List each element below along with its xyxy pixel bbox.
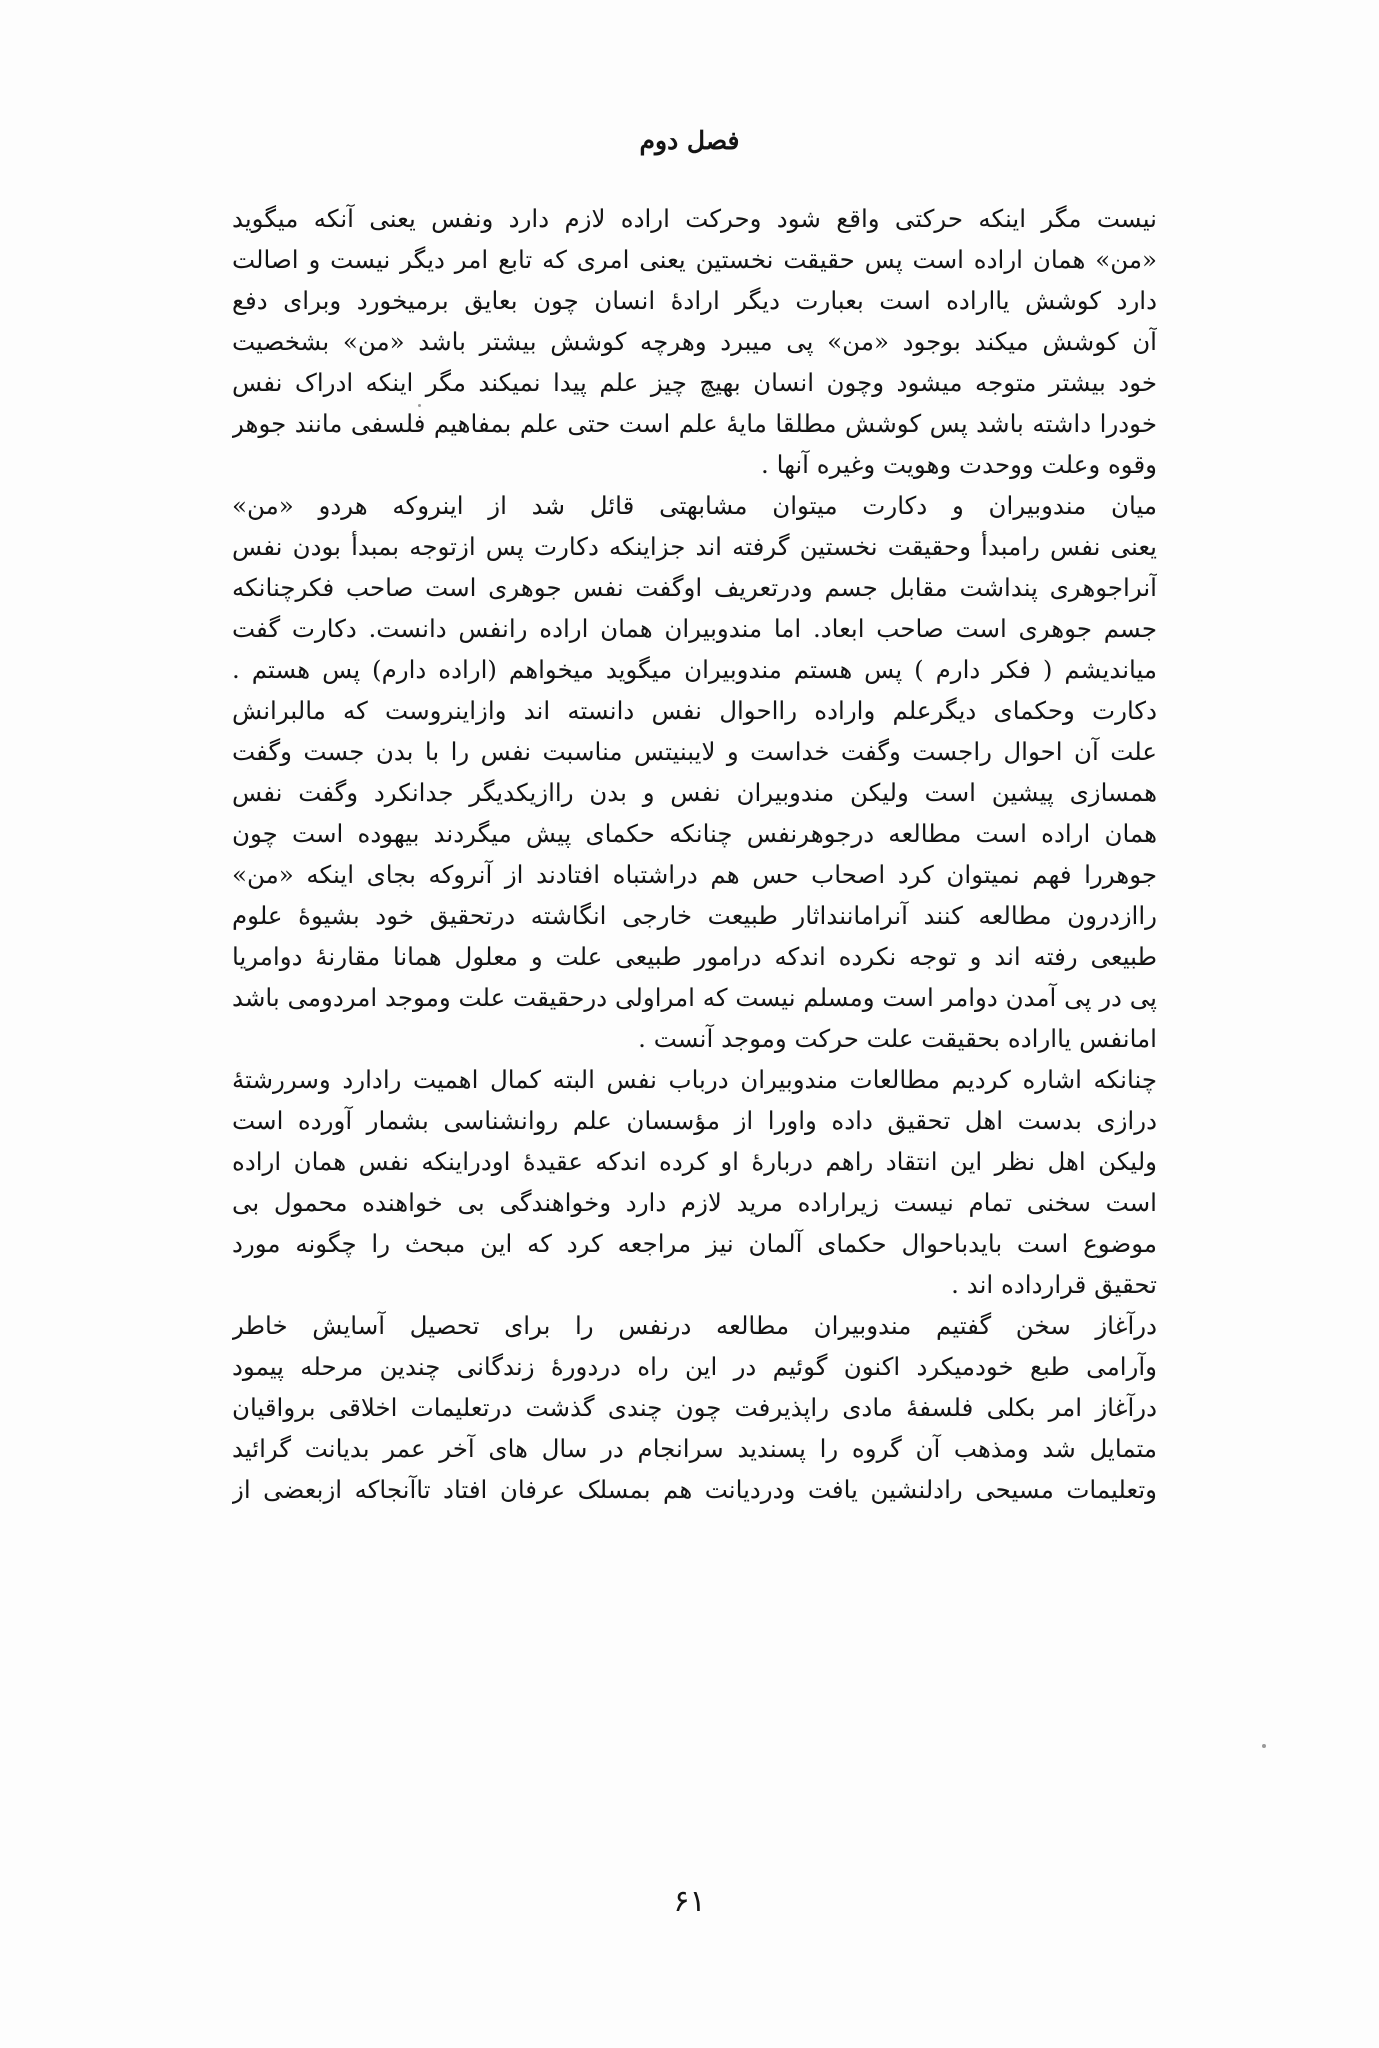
text-line: خود بیشتر متوجه میشود وچون انسان بهیچ چیز علم پیدا نمیکند مگر اینکه ادراک نفس: [232, 368, 1157, 397]
paragraph: [232, 1305, 1157, 1510]
text-line: درآغاز امر بکلی فلسفهٔ مادی راپذیرفت چون چندی گذشت درتعلیمات اخلاقی برواقیان: [232, 1393, 1157, 1422]
text-line: آن کوشش میکند بوجود «من» پی میبرد وهرچه کوشش بیشتر باشد «من» بشخصیت: [232, 327, 1157, 356]
text-line: متمایل شد ومذهب آن گروه را پسندید سرانجام در سال های آخر عمر بدیانت گرائید: [232, 1434, 1157, 1463]
text-line: میاندیشم ( فکر دارم ) پس هستم مندوبیران میگوید میخواهم (اراده دارم) پس هستم .: [232, 655, 1157, 684]
text-line: تحقیق قرارداده اند .: [951, 1270, 1157, 1299]
page-number: ۶۱: [673, 1884, 706, 1919]
text-line: راازدرون مطالعه کنند آنراماننداثار طبیعت خارجی انگاشته درتحقیق خود بشیوهٔ علوم: [232, 901, 1157, 930]
text-line: طبیعی رفته اند و توجه نکرده اندکه درامور طبیعی علت و معلول همانا مقارنهٔ دوامریا: [232, 942, 1157, 971]
text-line: وقوه وعلت ووحدت وهویت وغیره آنها .: [761, 450, 1157, 479]
text-line: جوهررا فهم نمیتوان کرد اصحاب حس هم دراشتباه افتادند از آنروکه بجای اینکه «من»: [232, 860, 1157, 889]
text-line: خودرا داشته باشد پس کوشش مطلقا مایهٔ علم است حتی علم بمفاهیم فلسفی مانند جوهر: [232, 409, 1157, 438]
scan-speck: [418, 404, 421, 407]
paragraph: [232, 198, 1157, 485]
text-line: چنانکه اشاره کردیم مطالعات مندوبیران درباب نفس البته کمال اهمیت رادارد وسررشتهٔ: [232, 1065, 1157, 1094]
text-line: همان اراده است مطالعه درجوهرنفس چنانکه حکمای پیش میگردند بیهوده است چون: [232, 819, 1157, 848]
text-line: میان مندوبیران و دکارت میتوان مشابهتی قائل شد از اینروکه هردو «من»: [232, 491, 1157, 520]
text-line: درآغاز سخن گفتیم مندوبیران مطالعه درنفس را برای تحصیل آسایش خاطر: [232, 1311, 1157, 1340]
text-line: دارد کوشش یااراده است بعبارت دیگر ارادهٔ انسان چون بعایق برمیخورد وبرای دفع: [232, 286, 1157, 315]
text-line: «من» همان اراده است پس حقیقت نخستین یعنی امری که تابع امر دیگر نیست و اصالت: [232, 245, 1157, 274]
text-line: وتعلیمات مسیحی رادلنشین یافت ودردیانت هم بمسلک عرفان افتاد تاآنجاکه ازبعضی از: [232, 1475, 1157, 1504]
text-line: آنراجوهری پنداشت مقابل جسم ودرتعریف اوگفت نفس جوهری است صاحب فکرچنانکه: [232, 573, 1157, 602]
text-line: وآرامی طبع خودمیکرد اکنون گوئیم در این راه دردورهٔ زندگانی چندین مرحله پیمود: [232, 1352, 1157, 1381]
text-line: علت آن احوال راجست وگفت خداست و لایبنیتس مناسبت نفس را با بدن جست وگفت: [232, 737, 1157, 766]
text-line: نیست مگر اینکه حرکتی واقع شود وحرکت اراده لازم دارد ونفس یعنی آنکه میگوید: [232, 204, 1157, 233]
paragraph: [232, 485, 1157, 1059]
text-line: همسازی پیشین است ولیکن مندوبیران نفس و بدن راازیکدیگر جدانکرد وگفت نفس: [232, 778, 1157, 807]
text-line: امانفس یااراده بحقیقت علت حرکت وموجد آنست .: [638, 1024, 1157, 1053]
text-line: دکارت وحکمای دیگرعلم واراده رااحوال نفس دانسته اند وازاینروست که مالبرانش: [232, 696, 1157, 725]
text-line: یعنی نفس رامبدأ وحقیقت نخستین گرفته اند جزاینکه دکارت پس ازتوجه بمبدأ بودن نفس: [232, 532, 1157, 561]
text-line: درازی بدست اهل تحقیق داده واورا از مؤسسان علم روانشناسی بشمار آورده است: [232, 1106, 1157, 1135]
text-line: ولیکن اهل نظر این انتقاد راهم دربارهٔ او کرده اندکه عقیدهٔ اودراینکه نفس همان اراده: [232, 1147, 1157, 1176]
text-line: موضوع است بایدباحوال حکمای آلمان نیز مراجعه کرد که این مبحث را چگونه مورد: [232, 1229, 1157, 1258]
text-line: پی در پی آمدن دوامر است ومسلم نیست که امراولی درحقیقت علت وموجد امردومی باشد: [232, 983, 1157, 1012]
text-line: است سخنی تمام نیست زیراراده مرید لازم دارد وخواهندگی بی خواهنده محمول بی: [232, 1188, 1157, 1217]
scan-speck: [1262, 1744, 1266, 1748]
chapter-title: فصل دوم: [639, 126, 740, 155]
paragraph: [232, 1059, 1157, 1305]
text-line: جسم جوهری است صاحب ابعاد. اما مندوبیران همان اراده رانفس دانست. دکارت گفت: [232, 614, 1157, 643]
body-text: [232, 198, 1157, 1510]
